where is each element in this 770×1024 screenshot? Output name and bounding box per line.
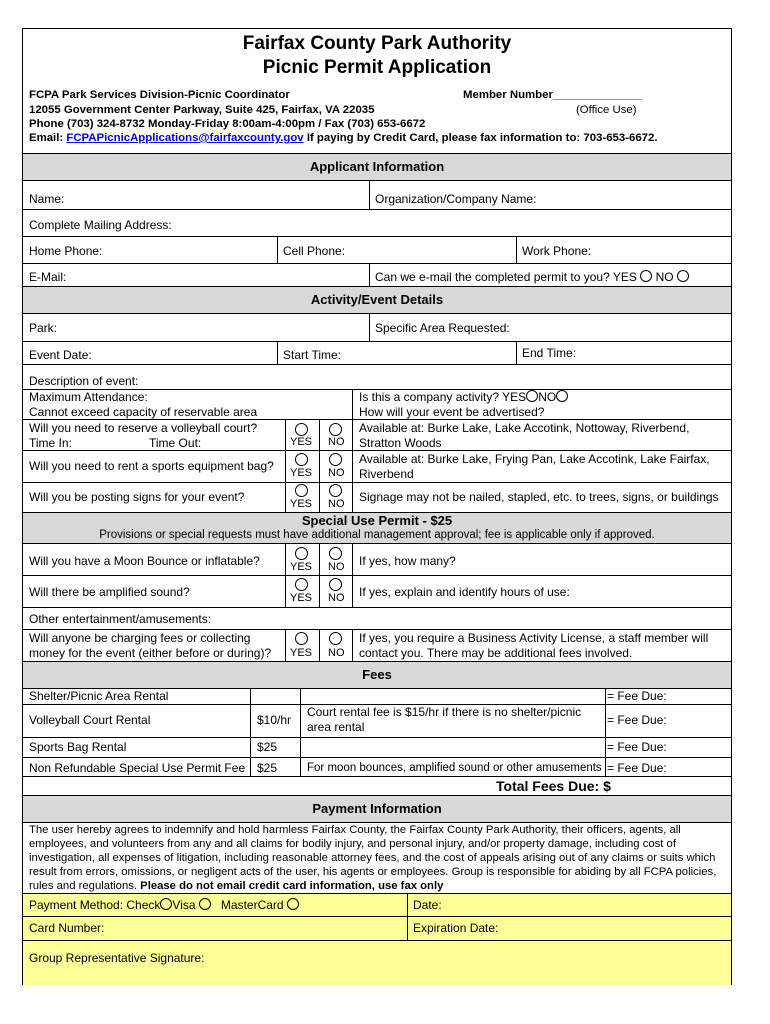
agreement-text: The user hereby agrees to indemnify and hold harmless Fairfax County, the Fairfax County Park Authority, their officers, agents, all employees, and volunteers from any and all claims for bodily injury, and personal injury, and/or property damage, including cost of investigation, all expenses of litigation, including reasonable attorney fees, and the cost of appeals arising out of any claims or suits which result from errors, omissions, or negligent acts of the user, his agents or employees. Group is responsible for abiding by all FCPA policies, rules and regulations. [29,824,717,892]
applicant-heading: Applicant Information [23,153,731,181]
permit-form [22,28,732,985]
payment-heading: Payment Information [23,795,731,823]
company-no-label: NO [538,390,557,404]
email-field[interactable]: E-Mail: [29,270,67,284]
fax-only-warning: Please do not email credit card information, use fax only [140,880,444,892]
email-permit-question [375,270,689,284]
fees-yes-radio[interactable] [295,632,308,645]
moon-how-many-field[interactable]: If yes, how many? [359,554,456,568]
charging-fees-question: Will anyone be charging fees or collecting money for the event (either before or during)? [29,631,272,660]
volleyball-availability: Available at: Burke Lake, Lake Accotink, Nottoway, Riverbend, Stratton Woods [359,421,690,450]
work-phone-field[interactable]: Work Phone: [522,244,592,258]
fee-due-shelter[interactable]: = Fee Due: [607,689,667,703]
member-number: Member Number______________ [463,89,642,101]
fee-note-special-use: For moon bounces, amplified sound or other amusements [307,762,602,774]
signs-yes-label: YES [290,498,313,510]
signs-question: Will you be posting signs for your event? [29,490,245,504]
time-out-field[interactable]: Time Out: [149,436,202,450]
sound-hours-field[interactable]: If yes, explain and identify hours of use: [359,585,570,599]
volleyball-question: Will you need to reserve a volleyball court? [29,421,258,435]
volleyball-yes-radio[interactable] [295,423,308,436]
email-permit-no-radio[interactable] [677,270,689,282]
company-activity-label: Is this a company activity? YES [359,390,527,404]
payment-method [29,898,299,912]
signage-note: Signage may not be nailed, stapled, etc. to trees, signs, or buildings [359,490,719,504]
visa-label: Visa [172,898,196,912]
time-in-field[interactable]: Time In: [29,436,72,450]
company-yes-radio[interactable] [526,390,538,402]
name-field[interactable]: Name: [29,192,65,206]
org-field[interactable]: Organization/Company Name: [375,192,537,206]
email-link[interactable]: FCPAPicnicApplications@fairfaxcounty.gov [66,132,304,144]
sports-no-radio[interactable] [329,453,342,466]
max-attendance-field[interactable]: Maximum Attendance: [29,390,148,404]
start-time-field[interactable]: Start Time: [283,348,342,362]
email-permit-yes-radio[interactable] [640,270,652,282]
moon-yes-label: YES [290,561,313,573]
division-line: FCPA Park Services Division-Picnic Coordinator [29,89,290,101]
fee-due-volleyball[interactable]: = Fee Due: [607,713,667,727]
sound-no-label: NO [328,592,345,604]
moon-yes-radio[interactable] [295,547,308,560]
total-fees-due[interactable]: Total Fees Due: $ [496,778,611,794]
special-use-subheading: Provisions or special requests must have additional management approval; fee is applicable only if approved. [99,529,655,541]
volleyball-no-radio[interactable] [329,423,342,436]
fees-no-label: NO [328,647,345,659]
card-number-field[interactable]: Card Number: [29,921,105,935]
fee-rate-special-use: $25 [257,761,278,775]
other-entertainment-field[interactable]: Other entertainment/amusements: [29,612,212,626]
fee-due-special-use[interactable]: = Fee Due: [607,761,667,775]
email-permit-no-label: NO [655,270,674,284]
visa-radio[interactable] [199,898,211,910]
fax-note: If paying by Credit Card, please fax information to: 703-653-6672. [306,132,658,144]
company-no-radio[interactable] [556,390,568,402]
fees-heading: Fees [23,661,731,689]
volleyball-no-label: NO [328,436,345,448]
email-label: Email: [29,132,64,144]
fee-rate-sports-bag: $25 [257,740,278,754]
description-field[interactable]: Description of event: [29,374,139,388]
park-field[interactable]: Park: [29,321,58,335]
capacity-note: Cannot exceed capacity of reservable area [29,405,258,419]
sound-no-radio[interactable] [329,578,342,591]
mastercard-radio[interactable] [287,898,299,910]
special-use-heading: Special Use Permit - $25 [301,513,453,528]
form-subtitle: Picnic Permit Application [262,57,492,78]
fee-item-sports-bag: Sports Bag Rental [29,740,127,754]
end-time-field[interactable]: End Time: [522,346,577,360]
fee-item-shelter: Shelter/Picnic Area Rental [29,689,169,703]
sound-yes-radio[interactable] [295,578,308,591]
mailing-address-field[interactable]: Complete Mailing Address: [29,218,172,232]
email-line [29,132,658,144]
check-radio[interactable] [160,898,172,910]
fee-note-volleyball: Court rental fee is $15/hr if there is no shelter/picnic area rental [307,705,582,734]
fee-due-sports-bag[interactable]: = Fee Due: [607,740,667,754]
fees-no-radio[interactable] [329,632,342,645]
volleyball-yes-label: YES [290,436,313,448]
moon-no-radio[interactable] [329,547,342,560]
signs-no-label: NO [328,498,345,510]
address-line: 12055 Government Center Parkway, Suite 425, Fairfax, VA 22035 [29,104,375,116]
email-permit-label: Can we e-mail the completed permit to you? YES [375,270,637,284]
home-phone-field[interactable]: Home Phone: [29,244,103,258]
office-use-label: (Office Use) [576,104,637,116]
activity-heading: Activity/Event Details [23,286,731,314]
indemnity-agreement [29,823,729,893]
date-field[interactable]: Date: [413,898,442,912]
signature-field[interactable]: Group Representative Signature: [29,951,205,965]
specific-area-field[interactable]: Specific Area Requested: [375,321,510,335]
sports-yes-radio[interactable] [295,453,308,466]
phone-line: Phone (703) 324-8732 Monday-Friday 8:00am-4:00pm / Fax (703) 653-6672 [29,118,426,130]
sound-yes-label: YES [290,592,313,604]
signs-yes-radio[interactable] [295,484,308,497]
form-title: Fairfax County Park Authority [242,33,512,54]
payment-method-label: Payment Method: Check [29,898,161,912]
fee-item-volleyball: Volleyball Court Rental [29,713,151,727]
special-use-section [23,512,731,544]
signs-no-radio[interactable] [329,484,342,497]
sports-bag-question: Will you need to rent a sports equipment bag? [29,459,274,473]
amplified-sound-question: Will there be amplified sound? [29,585,190,599]
cell-phone-field[interactable]: Cell Phone: [283,244,346,258]
sports-no-label: NO [328,467,345,479]
business-license-note: If yes, you require a Business Activity License, a staff member will contact you. There may be additional fees involved. [359,631,709,660]
moon-no-label: NO [328,561,345,573]
fees-yes-label: YES [290,647,313,659]
company-activity-question [359,390,568,404]
mastercard-label: MasterCard [220,898,284,912]
fee-rate-volleyball: $10/hr [257,713,292,727]
event-date-field[interactable]: Event Date: [29,348,92,362]
advertised-field[interactable]: How will your event be advertised? [359,405,545,419]
sports-yes-label: YES [290,467,313,479]
fee-item-special-use: Non Refundable Special Use Permit Fee [29,761,246,775]
sports-availability: Available at: Burke Lake, Frying Pan, Lake Accotink, Lake Fairfax, Riverbend [359,452,710,481]
expiration-date-field[interactable]: Expiration Date: [413,921,499,935]
moon-bounce-question: Will you have a Moon Bounce or inflatable? [29,554,260,568]
